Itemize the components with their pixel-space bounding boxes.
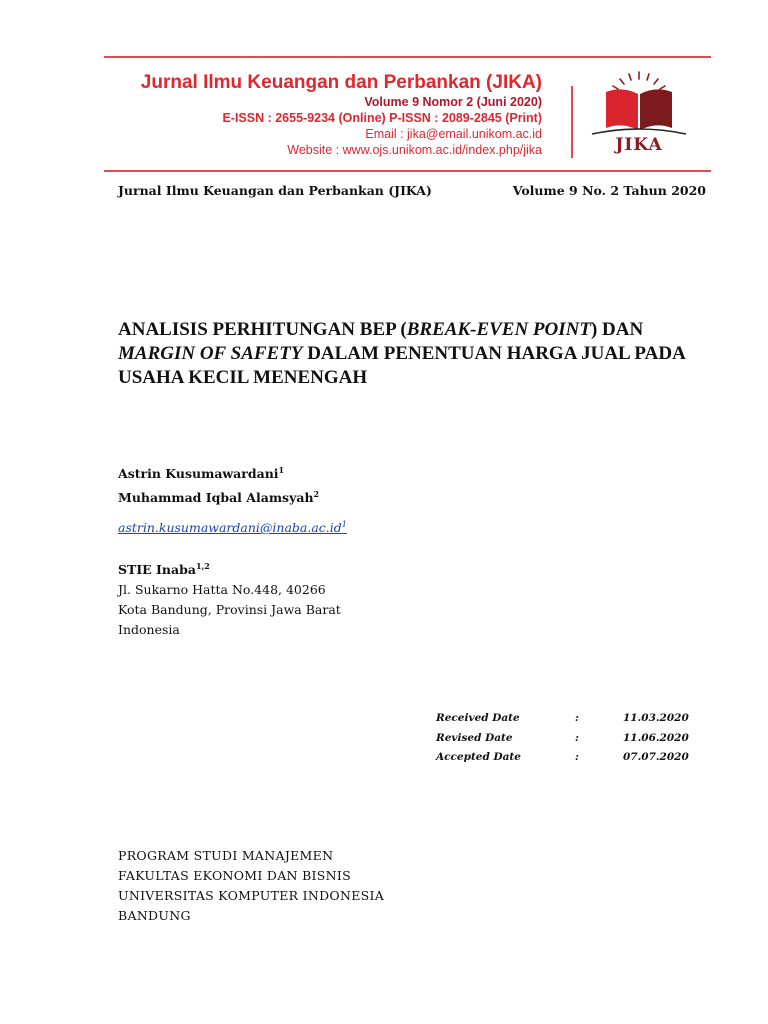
paper-title	[118, 318, 708, 390]
author-list	[118, 460, 319, 508]
affiliation-line: BANDUNG	[118, 908, 191, 923]
banner-bottom-rule	[104, 170, 711, 172]
title-line-2: MARGIN OF SAFETY DALAM PENENTUAN HARGA JUAL PADA	[118, 343, 686, 364]
author-name: Muhammad Iqbal Alamsyah$^2$	[118, 489, 320, 505]
journal-title: Jurnal Ilmu Keuangan dan Perbankan (JIKA)	[140, 72, 542, 93]
author-name: Astrin Kusumawardani$^1$	[118, 465, 285, 481]
running-header-journal: Jurnal Ilmu Keuangan dan Perbankan (JIKA)	[118, 183, 432, 198]
running-header	[118, 183, 706, 198]
institution-city-line: Kota Bandung, Provinsi Jawa Barat	[118, 602, 341, 617]
banner-divider	[571, 86, 573, 158]
affiliation-line: PROGRAM STUDI MANAJEMEN	[118, 848, 334, 863]
title-line-1: ANALISIS PERHITUNGAN BEP (BREAK-EVEN POINT) DAN	[118, 319, 644, 340]
journal-volume: Volume 9 Nomor 2 (Juni 2020)	[364, 95, 542, 109]
banner-top-rule	[104, 56, 711, 58]
journal-website: Website : www.ojs.unikom.ac.id/index.php/jika	[287, 143, 542, 157]
logo-text: JIKA	[615, 135, 663, 155]
date-row-revised: Revised Date : 11.06.2020	[436, 731, 689, 744]
journal-issn: E-ISSN : 2655-9234 (Online) P-ISSN : 2089-2845 (Print)	[222, 111, 542, 125]
journal-banner	[104, 72, 542, 158]
date-row-accepted: Accepted Date : 07.07.2020	[436, 751, 689, 763]
title-line-3: USAHA KECIL MENENGAH	[118, 367, 368, 388]
institution-country: Indonesia	[118, 622, 180, 637]
affiliation-line: UNIVERSITAS KOMPUTER INDONESIA	[118, 888, 385, 903]
date-row-received: Received Date : 11.03.2020	[436, 712, 689, 724]
journal-email: Email : jika@email.unikom.ac.id	[365, 127, 542, 141]
institution-block	[118, 556, 341, 640]
institution-address-line: Jl. Sukarno Hatta No.448, 40266	[118, 582, 326, 597]
author-email-link[interactable]: $astrin.kusumawardani@inaba.ac.id^1$	[118, 520, 347, 535]
institution-name: STIE Inaba$^{1,2}$	[118, 561, 210, 577]
running-header-volume: Volume 9 No. 2 Tahun 2020	[512, 183, 706, 198]
affiliation-block	[118, 846, 384, 926]
affiliation-line: FAKULTAS EKONOMI DAN BISNIS	[118, 868, 351, 883]
submission-dates	[436, 712, 696, 771]
